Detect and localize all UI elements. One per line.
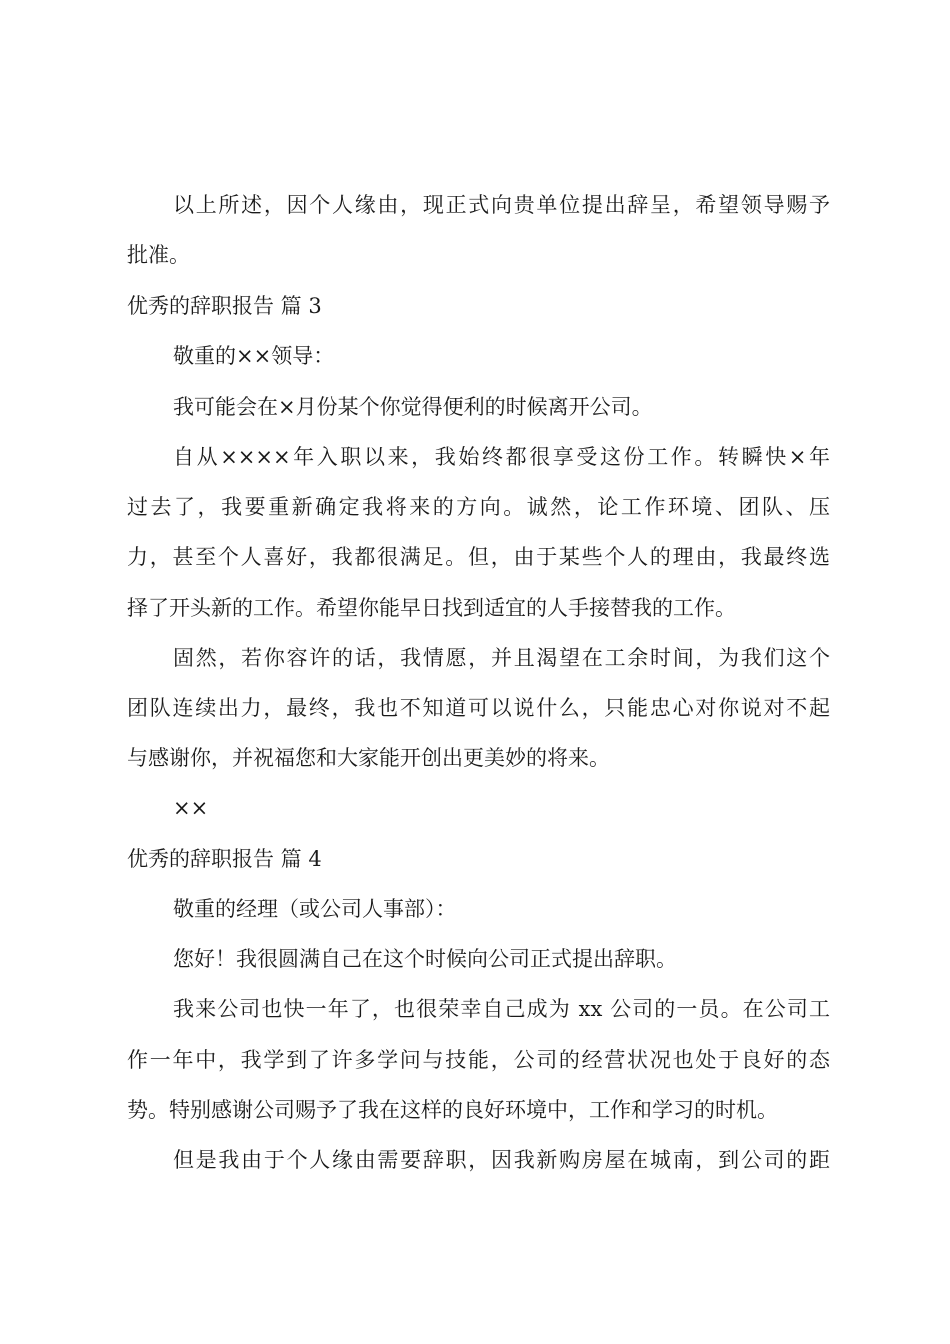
section-3-paragraph-2-line-2: 过去了，我要重新确定我将来的方向。诚然，论工作环境、团队、压 — [127, 495, 830, 519]
section-3-paragraph-3-line-1: 固然，若你容许的话，我情愿，并且渴望在工余时间，为我们这个 — [173, 646, 830, 670]
section-4-paragraph-1: 您好！我很圆满自己在这个时候向公司正式提出辞职。 — [173, 947, 677, 971]
section-4-paragraph-2-line-3: 势。特别感谢公司赐予了我在这样的良好环境中，工作和学习的时机。 — [127, 1098, 778, 1122]
section-4-paragraph-3-line-1: 但是我由于个人缘由需要辞职，因我新购房屋在城南，到公司的距 — [173, 1148, 830, 1172]
section-4-paragraph-2-line-2: 作一年中，我学到了许多学问与技能，公司的经营状况也处于良好的态 — [127, 1048, 830, 1072]
conclusion-line-2: 批准。 — [127, 243, 190, 267]
section-3-paragraph-3-line-3: 与感谢你，并祝福您和大家能开创出更美妙的将来。 — [127, 746, 610, 770]
section-4-paragraph-2-line-1: 我来公司也快一年了，也很荣幸自己成为 xx 公司的一员。在公司工 — [173, 997, 830, 1021]
section-3-paragraph-1: 我可能会在×月份某个你觉得便利的时候离开公司。 — [173, 395, 653, 419]
section-3-paragraph-2-line-1: 自从××××年入职以来，我始终都很享受这份工作。转瞬快×年 — [173, 445, 830, 469]
section-3-salutation: 敬重的××领导： — [173, 344, 335, 368]
section-4-heading: 优秀的辞职报告 篇 4 — [127, 847, 322, 871]
conclusion-line-1: 以上所述，因个人缘由，现正式向贵单位提出辞呈，希望领导赐予 — [173, 193, 830, 217]
section-3-paragraph-2-line-3: 力，甚至个人喜好，我都很满足。但，由于某些个人的理由，我最终选 — [127, 545, 830, 569]
section-3-paragraph-2-line-4: 择了开头新的工作。希望你能早日找到适宜的人手接替我的工作。 — [127, 596, 736, 620]
section-3-heading: 优秀的辞职报告 篇 3 — [127, 294, 322, 318]
section-3-signature: ×× — [173, 796, 209, 820]
section-3-paragraph-3-line-2: 团队连续出力，最终，我也不知道可以说什么，只能忠心对你说对不起 — [127, 696, 830, 720]
section-4-salutation: 敬重的经理（或公司人事部）： — [173, 897, 457, 921]
